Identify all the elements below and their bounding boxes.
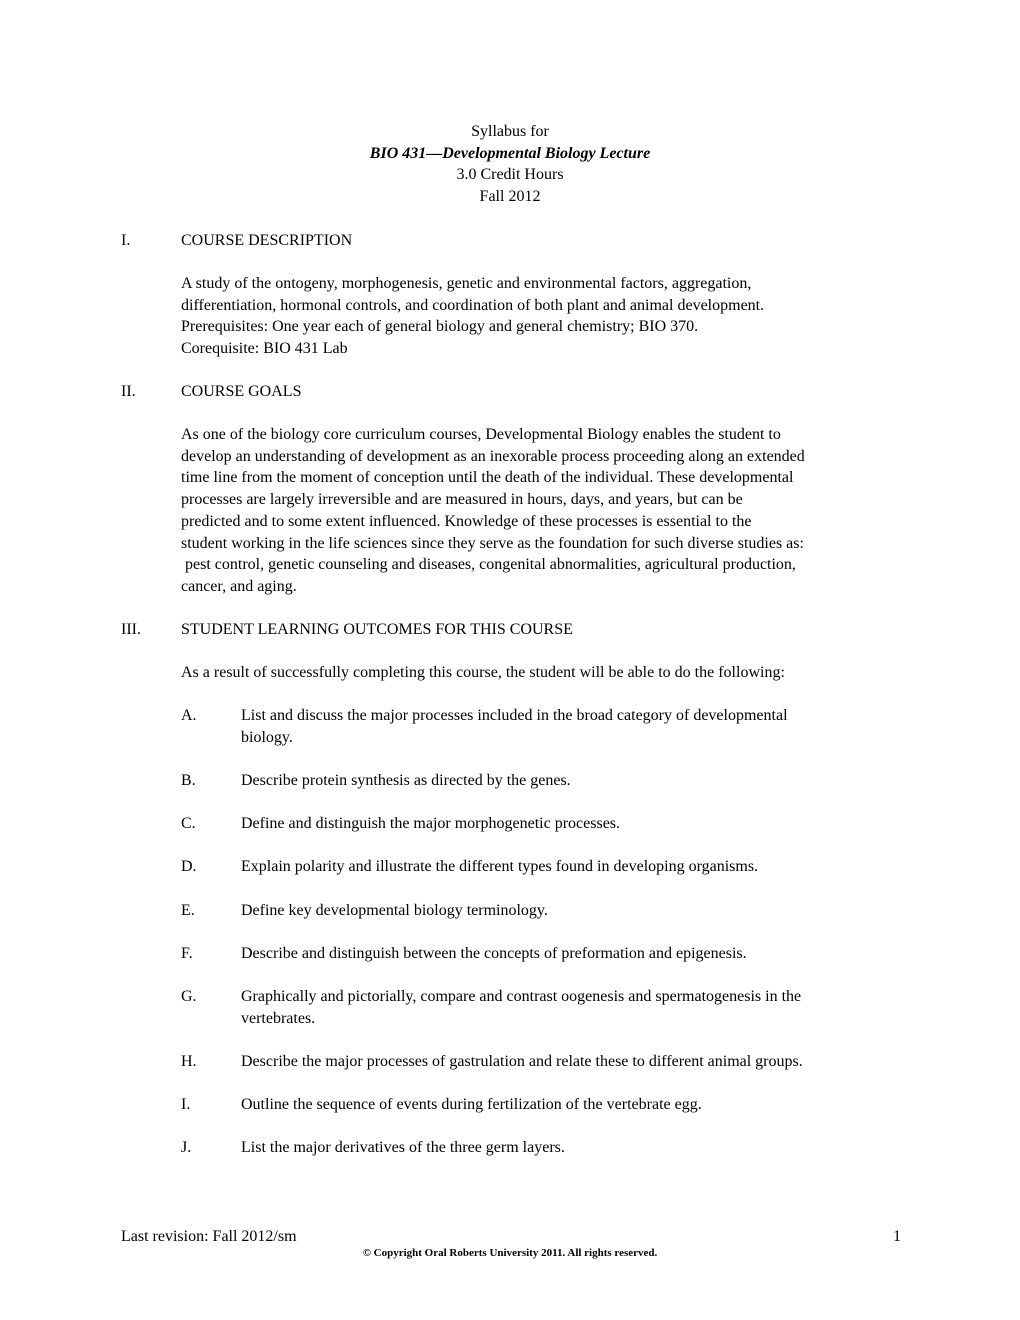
outcomes-intro: As a result of successfully completing this course, the student will be able to do the following: bbox=[181, 664, 785, 681]
paragraph-line: cancer, and aging. bbox=[181, 577, 297, 595]
course-title: BIO 431—Developmental Biology Lecture bbox=[369, 144, 651, 162]
section-heading-goals bbox=[121, 381, 301, 403]
outcome-item-e bbox=[181, 900, 906, 922]
outcome-text bbox=[241, 705, 906, 748]
paragraph-line: time line from the moment of conception until the death of the individual. These developmental bbox=[181, 469, 794, 487]
paragraph-line: As one of the biology core curriculum courses, Developmental Biology enables the student to bbox=[181, 426, 781, 443]
outcome-letter: A. bbox=[181, 707, 197, 724]
outcome-letter: G. bbox=[181, 988, 197, 1005]
outcome-line: Graphically and pictorially, compare and contrast oogenesis and spermatogenesis in the bbox=[241, 988, 802, 1005]
course-goals-paragraph bbox=[181, 424, 906, 598]
outcome-line: Outline the sequence of events during fertilization of the vertebrate egg. bbox=[241, 1096, 702, 1113]
outcome-line: List and discuss the major processes included in the broad category of developmental bbox=[241, 707, 788, 724]
outcome-letter: H. bbox=[181, 1053, 197, 1070]
outcome-letter: I. bbox=[181, 1096, 191, 1113]
outcome-line: Describe the major processes of gastrulation and relate these to different animal groups. bbox=[241, 1053, 803, 1070]
outcome-item-f bbox=[181, 943, 906, 965]
outcome-line: Describe protein synthesis as directed by the genes. bbox=[241, 772, 571, 789]
paragraph-line: predicted and to some extent influenced. Knowledge of these processes is essential to the bbox=[181, 512, 752, 530]
paragraph-line: Prerequisites: One year each of general biology and general chemistry; BIO 370. bbox=[181, 318, 699, 336]
outcome-text bbox=[241, 986, 906, 1029]
outcome-line: Define key developmental biology terminology. bbox=[241, 902, 548, 919]
outcome-line: biology. bbox=[241, 728, 293, 746]
outcome-letter: C. bbox=[181, 815, 196, 832]
section-number: III. bbox=[121, 621, 141, 638]
section-title: COURSE GOALS bbox=[181, 383, 302, 400]
paragraph-line: differentiation, hormonal controls, and coordination of both plant and animal development. bbox=[181, 296, 765, 314]
outcome-line: List the major derivatives of the three germ layers. bbox=[241, 1139, 565, 1156]
section-title: COURSE DESCRIPTION bbox=[181, 232, 353, 249]
outcome-item-j bbox=[181, 1137, 906, 1159]
outcome-letter: D. bbox=[181, 858, 197, 875]
syllabus-header bbox=[0, 121, 1020, 208]
outcome-line: Describe and distinguish between the concepts of preformation and epigenesis. bbox=[241, 945, 747, 962]
outcome-item-a bbox=[181, 705, 906, 748]
term: Fall 2012 bbox=[479, 188, 541, 206]
outcome-letter: F. bbox=[181, 945, 193, 962]
paragraph-line: develop an understanding of development as an inexorable process proceeding along an extended bbox=[181, 447, 805, 465]
outcome-letter: E. bbox=[181, 902, 195, 919]
credit-hours: 3.0 Credit Hours bbox=[456, 166, 564, 184]
outcome-item-i bbox=[181, 1094, 906, 1116]
outcome-item-c bbox=[181, 813, 906, 835]
paragraph-line: pest control, genetic counseling and diseases, congenital abnormalities, agricultural production, bbox=[181, 556, 796, 574]
section-heading-outcomes bbox=[121, 619, 573, 641]
section-number: II. bbox=[121, 383, 136, 400]
outcome-item-g bbox=[181, 986, 906, 1029]
outcome-item-b bbox=[181, 770, 906, 792]
section-title: STUDENT LEARNING OUTCOMES FOR THIS COURSE bbox=[181, 621, 573, 638]
last-revision: Last revision: Fall 2012/sm bbox=[121, 1228, 297, 1245]
outcome-letter: J. bbox=[181, 1139, 192, 1156]
outcome-item-d bbox=[181, 856, 906, 878]
outcome-line: vertebrates. bbox=[241, 1009, 316, 1027]
outcome-item-h bbox=[181, 1051, 906, 1073]
section-number: I. bbox=[121, 232, 131, 249]
outcome-line: Define and distinguish the major morphogenetic processes. bbox=[241, 815, 621, 832]
paragraph-line: A study of the ontogeny, morphogenesis, genetic and environmental factors, aggregation, bbox=[181, 275, 752, 292]
paragraph-line: processes are largely irreversible and are measured in hours, days, and years, but can be bbox=[181, 491, 743, 509]
course-description-paragraph bbox=[181, 273, 906, 360]
copyright-notice: © Copyright Oral Roberts University 2011. All rights reserved. bbox=[362, 1247, 658, 1259]
header-line-syllabus-for: Syllabus for bbox=[471, 123, 549, 140]
outcome-letter: B. bbox=[181, 772, 196, 789]
paragraph-line: student working in the life sciences since they serve as the foundation for such diverse studies as: bbox=[181, 534, 804, 552]
page-number: 1 bbox=[893, 1228, 901, 1245]
section-heading-description bbox=[121, 230, 352, 252]
outcome-line: Explain polarity and illustrate the different types found in developing organisms. bbox=[241, 858, 759, 875]
paragraph-line: Corequisite: BIO 431 Lab bbox=[181, 340, 348, 358]
